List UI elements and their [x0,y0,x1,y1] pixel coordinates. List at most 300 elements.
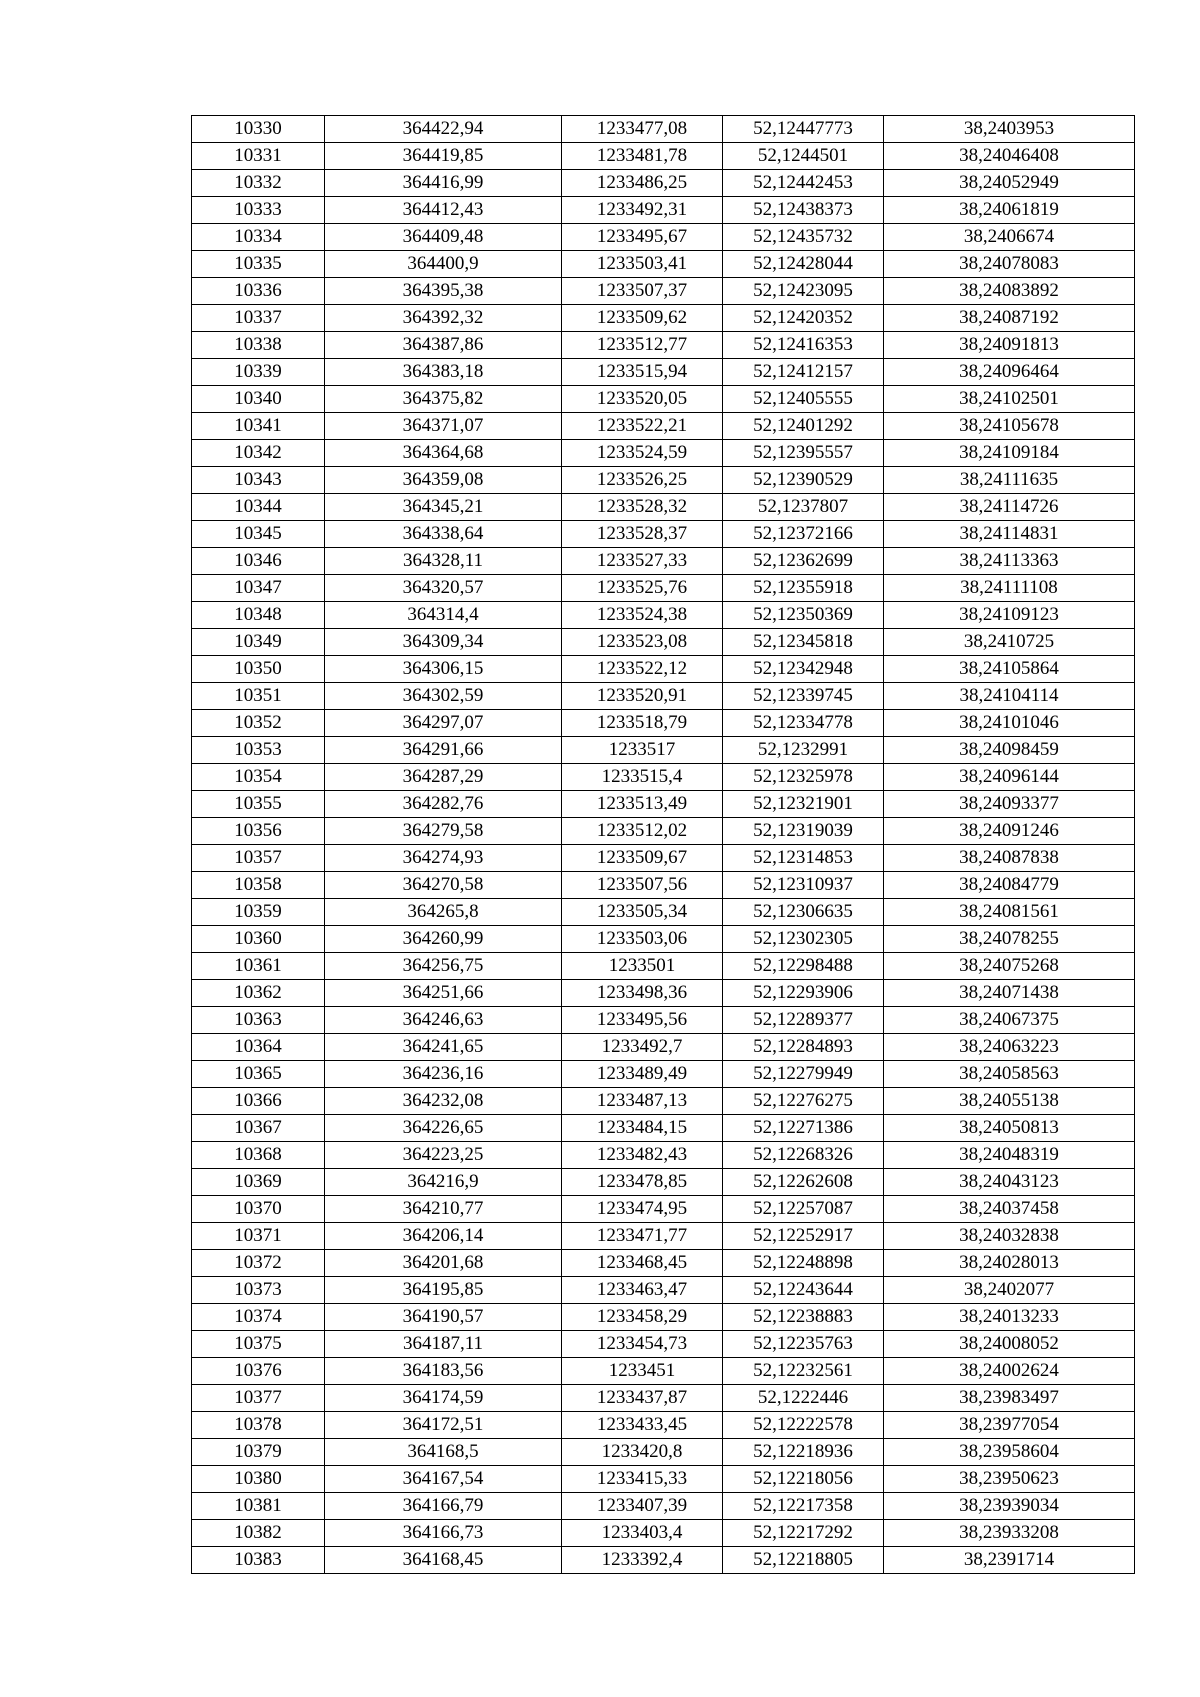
y-coordinate-cell: 1233487,13 [562,1088,723,1115]
longitude-cell: 38,24046408 [884,143,1135,170]
point-number-cell: 10331 [192,143,325,170]
y-coordinate-cell: 1233458,29 [562,1304,723,1331]
x-coordinate-cell: 364270,58 [325,872,562,899]
longitude-cell: 38,24111635 [884,467,1135,494]
point-number-cell: 10367 [192,1115,325,1142]
point-number-cell: 10359 [192,899,325,926]
x-coordinate-cell: 364195,85 [325,1277,562,1304]
longitude-cell: 38,24061819 [884,197,1135,224]
longitude-cell: 38,24078255 [884,926,1135,953]
y-coordinate-cell: 1233463,47 [562,1277,723,1304]
point-number-cell: 10356 [192,818,325,845]
y-coordinate-cell: 1233415,33 [562,1466,723,1493]
y-coordinate-cell: 1233527,33 [562,548,723,575]
x-coordinate-cell: 364216,9 [325,1169,562,1196]
table-row [192,1196,1135,1223]
latitude-cell: 52,12321901 [723,791,884,818]
point-number-cell: 10362 [192,980,325,1007]
longitude-cell: 38,2403953 [884,116,1135,143]
latitude-cell: 52,12412157 [723,359,884,386]
y-coordinate-cell: 1233524,59 [562,440,723,467]
table-row [192,1520,1135,1547]
longitude-cell: 38,2402077 [884,1277,1135,1304]
longitude-cell: 38,24008052 [884,1331,1135,1358]
point-number-cell: 10357 [192,845,325,872]
point-number-cell: 10379 [192,1439,325,1466]
x-coordinate-cell: 364223,25 [325,1142,562,1169]
table-row [192,575,1135,602]
table-row [192,1385,1135,1412]
longitude-cell: 38,24087838 [884,845,1135,872]
longitude-cell: 38,24101046 [884,710,1135,737]
latitude-cell: 52,12423095 [723,278,884,305]
x-coordinate-cell: 364383,18 [325,359,562,386]
longitude-cell: 38,24075268 [884,953,1135,980]
table-row [192,980,1135,1007]
table-row [192,1007,1135,1034]
longitude-cell: 38,2391714 [884,1547,1135,1574]
longitude-cell: 38,24087192 [884,305,1135,332]
table-row [192,440,1135,467]
y-coordinate-cell: 1233522,12 [562,656,723,683]
latitude-cell: 52,12420352 [723,305,884,332]
point-number-cell: 10336 [192,278,325,305]
x-coordinate-cell: 364338,64 [325,521,562,548]
x-coordinate-cell: 364172,51 [325,1412,562,1439]
x-coordinate-cell: 364274,93 [325,845,562,872]
latitude-cell: 52,12310937 [723,872,884,899]
table-row [192,710,1135,737]
table-row [192,224,1135,251]
y-coordinate-cell: 1233403,4 [562,1520,723,1547]
table-row [192,467,1135,494]
point-number-cell: 10330 [192,116,325,143]
latitude-cell: 52,12217358 [723,1493,884,1520]
y-coordinate-cell: 1233501 [562,953,723,980]
table-row [192,413,1135,440]
latitude-cell: 52,12262608 [723,1169,884,1196]
y-coordinate-cell: 1233486,25 [562,170,723,197]
y-coordinate-cell: 1233437,87 [562,1385,723,1412]
table-row [192,332,1135,359]
latitude-cell: 52,1237807 [723,494,884,521]
point-number-cell: 10341 [192,413,325,440]
table-row [192,872,1135,899]
longitude-cell: 38,24105678 [884,413,1135,440]
latitude-cell: 52,12435732 [723,224,884,251]
point-number-cell: 10348 [192,602,325,629]
x-coordinate-cell: 364309,34 [325,629,562,656]
longitude-cell: 38,23933208 [884,1520,1135,1547]
longitude-cell: 38,24058563 [884,1061,1135,1088]
x-coordinate-cell: 364256,75 [325,953,562,980]
table-row [192,170,1135,197]
y-coordinate-cell: 1233507,56 [562,872,723,899]
latitude-cell: 52,12325978 [723,764,884,791]
latitude-cell: 52,1222446 [723,1385,884,1412]
latitude-cell: 52,12284893 [723,1034,884,1061]
x-coordinate-cell: 364419,85 [325,143,562,170]
table-row [192,305,1135,332]
longitude-cell: 38,24102501 [884,386,1135,413]
point-number-cell: 10375 [192,1331,325,1358]
x-coordinate-cell: 364282,76 [325,791,562,818]
table-row [192,791,1135,818]
latitude-cell: 52,12271386 [723,1115,884,1142]
latitude-cell: 52,12218805 [723,1547,884,1574]
y-coordinate-cell: 1233482,43 [562,1142,723,1169]
table-row [192,494,1135,521]
table-row [192,1466,1135,1493]
x-coordinate-cell: 364387,86 [325,332,562,359]
table-row [192,1547,1135,1574]
table-row [192,386,1135,413]
longitude-cell: 38,24114726 [884,494,1135,521]
longitude-cell: 38,2410725 [884,629,1135,656]
point-number-cell: 10378 [192,1412,325,1439]
latitude-cell: 52,12401292 [723,413,884,440]
x-coordinate-cell: 364416,99 [325,170,562,197]
y-coordinate-cell: 1233481,78 [562,143,723,170]
point-number-cell: 10335 [192,251,325,278]
y-coordinate-cell: 1233433,45 [562,1412,723,1439]
x-coordinate-cell: 364297,07 [325,710,562,737]
longitude-cell: 38,24037458 [884,1196,1135,1223]
latitude-cell: 52,12306635 [723,899,884,926]
y-coordinate-cell: 1233524,38 [562,602,723,629]
latitude-cell: 52,12302305 [723,926,884,953]
latitude-cell: 52,12289377 [723,1007,884,1034]
point-number-cell: 10351 [192,683,325,710]
latitude-cell: 52,12232561 [723,1358,884,1385]
longitude-cell: 38,24109184 [884,440,1135,467]
latitude-cell: 52,12334778 [723,710,884,737]
table-row [192,1223,1135,1250]
point-number-cell: 10363 [192,1007,325,1034]
x-coordinate-cell: 364246,63 [325,1007,562,1034]
longitude-cell: 38,24091246 [884,818,1135,845]
longitude-cell: 38,24091813 [884,332,1135,359]
longitude-cell: 38,24109123 [884,602,1135,629]
latitude-cell: 52,12218936 [723,1439,884,1466]
latitude-cell: 52,12276275 [723,1088,884,1115]
y-coordinate-cell: 1233474,95 [562,1196,723,1223]
longitude-cell: 38,24084779 [884,872,1135,899]
y-coordinate-cell: 1233520,05 [562,386,723,413]
point-number-cell: 10369 [192,1169,325,1196]
longitude-cell: 38,24078083 [884,251,1135,278]
table-row [192,602,1135,629]
longitude-cell: 38,24093377 [884,791,1135,818]
x-coordinate-cell: 364187,11 [325,1331,562,1358]
table-row [192,683,1135,710]
table-row [192,1493,1135,1520]
x-coordinate-cell: 364226,65 [325,1115,562,1142]
point-number-cell: 10371 [192,1223,325,1250]
longitude-cell: 38,23983497 [884,1385,1135,1412]
y-coordinate-cell: 1233454,73 [562,1331,723,1358]
latitude-cell: 52,12447773 [723,116,884,143]
longitude-cell: 38,23958604 [884,1439,1135,1466]
point-number-cell: 10340 [192,386,325,413]
table-row [192,629,1135,656]
y-coordinate-cell: 1233503,41 [562,251,723,278]
x-coordinate-cell: 364174,59 [325,1385,562,1412]
latitude-cell: 52,12438373 [723,197,884,224]
point-number-cell: 10358 [192,872,325,899]
point-number-cell: 10376 [192,1358,325,1385]
coordinates-table-body [192,116,1135,1574]
table-row [192,845,1135,872]
table-row [192,1034,1135,1061]
table-row [192,278,1135,305]
point-number-cell: 10343 [192,467,325,494]
longitude-cell: 38,24113363 [884,548,1135,575]
y-coordinate-cell: 1233498,36 [562,980,723,1007]
table-row [192,1061,1135,1088]
x-coordinate-cell: 364364,68 [325,440,562,467]
latitude-cell: 52,1232991 [723,737,884,764]
x-coordinate-cell: 364241,65 [325,1034,562,1061]
longitude-cell: 38,23977054 [884,1412,1135,1439]
x-coordinate-cell: 364168,45 [325,1547,562,1574]
latitude-cell: 52,12268326 [723,1142,884,1169]
point-number-cell: 10381 [192,1493,325,1520]
y-coordinate-cell: 1233492,7 [562,1034,723,1061]
point-number-cell: 10350 [192,656,325,683]
y-coordinate-cell: 1233515,94 [562,359,723,386]
point-number-cell: 10355 [192,791,325,818]
x-coordinate-cell: 364190,57 [325,1304,562,1331]
latitude-cell: 52,12428044 [723,251,884,278]
longitude-cell: 38,24028013 [884,1250,1135,1277]
table-row [192,1277,1135,1304]
y-coordinate-cell: 1233392,4 [562,1547,723,1574]
y-coordinate-cell: 1233512,77 [562,332,723,359]
x-coordinate-cell: 364412,43 [325,197,562,224]
x-coordinate-cell: 364359,08 [325,467,562,494]
point-number-cell: 10382 [192,1520,325,1547]
longitude-cell: 38,24111108 [884,575,1135,602]
point-number-cell: 10344 [192,494,325,521]
y-coordinate-cell: 1233515,4 [562,764,723,791]
table-row [192,1088,1135,1115]
x-coordinate-cell: 364375,82 [325,386,562,413]
x-coordinate-cell: 364167,54 [325,1466,562,1493]
x-coordinate-cell: 364345,21 [325,494,562,521]
y-coordinate-cell: 1233526,25 [562,467,723,494]
point-number-cell: 10374 [192,1304,325,1331]
x-coordinate-cell: 364260,99 [325,926,562,953]
x-coordinate-cell: 364183,56 [325,1358,562,1385]
latitude-cell: 52,12395557 [723,440,884,467]
point-number-cell: 10347 [192,575,325,602]
table-row [192,1439,1135,1466]
latitude-cell: 52,12339745 [723,683,884,710]
x-coordinate-cell: 364422,94 [325,116,562,143]
latitude-cell: 52,12355918 [723,575,884,602]
longitude-cell: 38,24114831 [884,521,1135,548]
y-coordinate-cell: 1233492,31 [562,197,723,224]
longitude-cell: 38,23939034 [884,1493,1135,1520]
x-coordinate-cell: 364314,4 [325,602,562,629]
latitude-cell: 52,12238883 [723,1304,884,1331]
x-coordinate-cell: 364166,79 [325,1493,562,1520]
table-row [192,1412,1135,1439]
longitude-cell: 38,24048319 [884,1142,1135,1169]
y-coordinate-cell: 1233528,32 [562,494,723,521]
longitude-cell: 38,24052949 [884,170,1135,197]
longitude-cell: 38,24071438 [884,980,1135,1007]
point-number-cell: 10346 [192,548,325,575]
latitude-cell: 52,12442453 [723,170,884,197]
y-coordinate-cell: 1233509,67 [562,845,723,872]
x-coordinate-cell: 364306,15 [325,656,562,683]
table-row [192,1169,1135,1196]
coordinates-table [191,115,1135,1574]
table-row [192,1358,1135,1385]
y-coordinate-cell: 1233525,76 [562,575,723,602]
table-row [192,737,1135,764]
x-coordinate-cell: 364395,38 [325,278,562,305]
longitude-cell: 38,24050813 [884,1115,1135,1142]
latitude-cell: 52,12372166 [723,521,884,548]
latitude-cell: 52,12390529 [723,467,884,494]
latitude-cell: 52,12314853 [723,845,884,872]
y-coordinate-cell: 1233503,06 [562,926,723,953]
latitude-cell: 52,12235763 [723,1331,884,1358]
x-coordinate-cell: 364320,57 [325,575,562,602]
latitude-cell: 52,12405555 [723,386,884,413]
longitude-cell: 38,24032838 [884,1223,1135,1250]
point-number-cell: 10332 [192,170,325,197]
point-number-cell: 10365 [192,1061,325,1088]
longitude-cell: 38,24083892 [884,278,1135,305]
x-coordinate-cell: 364168,5 [325,1439,562,1466]
y-coordinate-cell: 1233495,56 [562,1007,723,1034]
table-row [192,1250,1135,1277]
y-coordinate-cell: 1233484,15 [562,1115,723,1142]
table-row [192,143,1135,170]
latitude-cell: 52,12243644 [723,1277,884,1304]
latitude-cell: 52,12218056 [723,1466,884,1493]
x-coordinate-cell: 364328,11 [325,548,562,575]
latitude-cell: 52,12416353 [723,332,884,359]
point-number-cell: 10380 [192,1466,325,1493]
table-row [192,899,1135,926]
point-number-cell: 10334 [192,224,325,251]
x-coordinate-cell: 364265,8 [325,899,562,926]
latitude-cell: 52,12279949 [723,1061,884,1088]
point-number-cell: 10368 [192,1142,325,1169]
x-coordinate-cell: 364287,29 [325,764,562,791]
table-row [192,656,1135,683]
y-coordinate-cell: 1233507,37 [562,278,723,305]
latitude-cell: 52,1244501 [723,143,884,170]
y-coordinate-cell: 1233520,91 [562,683,723,710]
table-row [192,764,1135,791]
x-coordinate-cell: 364201,68 [325,1250,562,1277]
x-coordinate-cell: 364302,59 [325,683,562,710]
x-coordinate-cell: 364236,16 [325,1061,562,1088]
point-number-cell: 10370 [192,1196,325,1223]
longitude-cell: 38,24055138 [884,1088,1135,1115]
latitude-cell: 52,12293906 [723,980,884,1007]
y-coordinate-cell: 1233420,8 [562,1439,723,1466]
x-coordinate-cell: 364232,08 [325,1088,562,1115]
table-row [192,1304,1135,1331]
y-coordinate-cell: 1233477,08 [562,116,723,143]
latitude-cell: 52,12350369 [723,602,884,629]
latitude-cell: 52,12298488 [723,953,884,980]
y-coordinate-cell: 1233407,39 [562,1493,723,1520]
latitude-cell: 52,12342948 [723,656,884,683]
y-coordinate-cell: 1233468,45 [562,1250,723,1277]
longitude-cell: 38,24096464 [884,359,1135,386]
point-number-cell: 10354 [192,764,325,791]
y-coordinate-cell: 1233522,21 [562,413,723,440]
point-number-cell: 10352 [192,710,325,737]
table-row [192,251,1135,278]
longitude-cell: 38,24043123 [884,1169,1135,1196]
longitude-cell: 38,24096144 [884,764,1135,791]
longitude-cell: 38,2406674 [884,224,1135,251]
point-number-cell: 10345 [192,521,325,548]
longitude-cell: 38,24105864 [884,656,1135,683]
x-coordinate-cell: 364166,73 [325,1520,562,1547]
y-coordinate-cell: 1233512,02 [562,818,723,845]
point-number-cell: 10377 [192,1385,325,1412]
latitude-cell: 52,12257087 [723,1196,884,1223]
y-coordinate-cell: 1233478,85 [562,1169,723,1196]
y-coordinate-cell: 1233495,67 [562,224,723,251]
table-row [192,926,1135,953]
longitude-cell: 38,24098459 [884,737,1135,764]
latitude-cell: 52,12252917 [723,1223,884,1250]
table-row [192,818,1135,845]
point-number-cell: 10373 [192,1277,325,1304]
y-coordinate-cell: 1233471,77 [562,1223,723,1250]
point-number-cell: 10353 [192,737,325,764]
latitude-cell: 52,12217292 [723,1520,884,1547]
longitude-cell: 38,23950623 [884,1466,1135,1493]
point-number-cell: 10337 [192,305,325,332]
latitude-cell: 52,12222578 [723,1412,884,1439]
x-coordinate-cell: 364279,58 [325,818,562,845]
table-row [192,1115,1135,1142]
x-coordinate-cell: 364392,32 [325,305,562,332]
x-coordinate-cell: 364400,9 [325,251,562,278]
x-coordinate-cell: 364371,07 [325,413,562,440]
point-number-cell: 10383 [192,1547,325,1574]
point-number-cell: 10342 [192,440,325,467]
table-row [192,1142,1135,1169]
y-coordinate-cell: 1233505,34 [562,899,723,926]
table-row [192,953,1135,980]
table-row [192,197,1135,224]
longitude-cell: 38,24104114 [884,683,1135,710]
x-coordinate-cell: 364409,48 [325,224,562,251]
longitude-cell: 38,24067375 [884,1007,1135,1034]
table-row [192,521,1135,548]
y-coordinate-cell: 1233517 [562,737,723,764]
x-coordinate-cell: 364210,77 [325,1196,562,1223]
y-coordinate-cell: 1233489,49 [562,1061,723,1088]
point-number-cell: 10361 [192,953,325,980]
y-coordinate-cell: 1233509,62 [562,305,723,332]
table-row [192,548,1135,575]
y-coordinate-cell: 1233451 [562,1358,723,1385]
